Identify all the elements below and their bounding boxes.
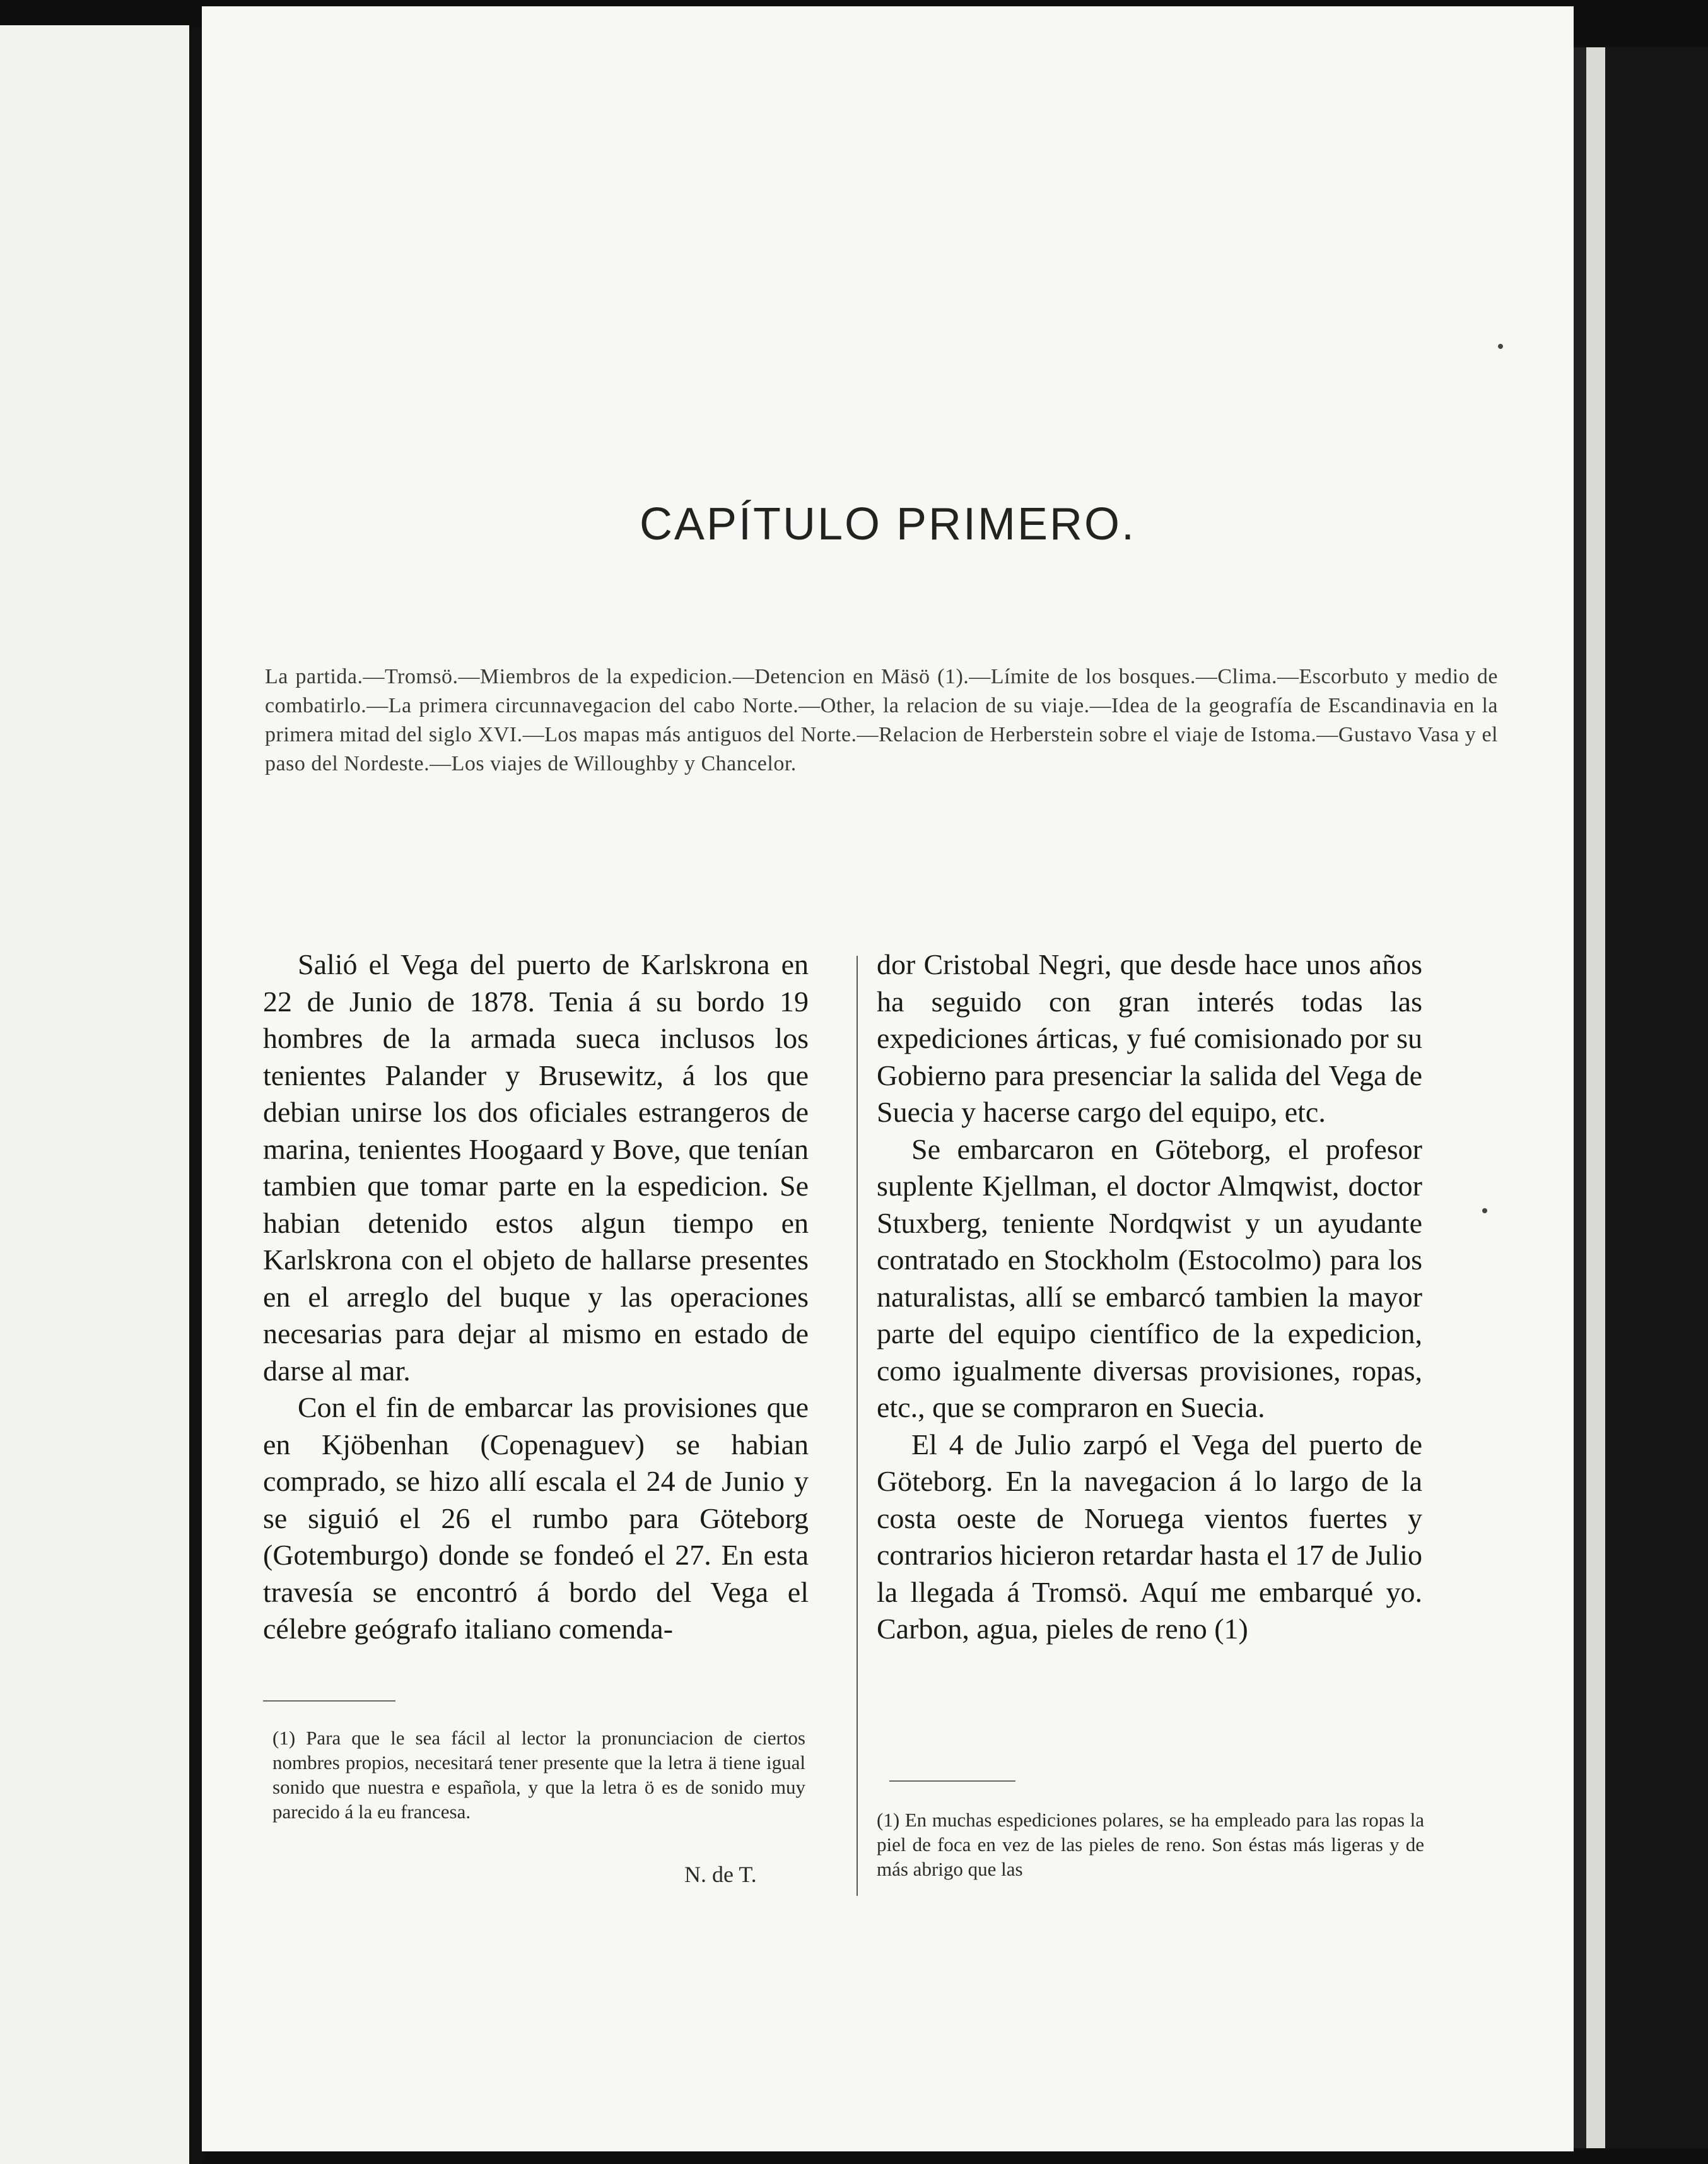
- chapter-summary: La partida.—Tromsö.—Miembros de la expedicion.—Detencion en Mäsö (1).—Límite de los bosques.—Clima.—Escorbuto y medio de combatirlo.—La primera circunnavegacion del cabo Norte.—Other, la relacion de su viaje.—Idea de la geografía de Escandinavia en la primera mitad del siglo XVI.—Los mapas más antiguos del Norte.—Relacion de Herberstein sobre el viaje de Istoma.—Gustavo Vasa y el paso del Nordeste.—Los viajes de Willoughby y Chancelor.: [265, 665, 1498, 775]
- footnote-rule: [889, 1780, 1015, 1782]
- footnote-left: (1) Para que le sea fácil al lector la pronunciacion de ciertos nombres propios, necesitará tener presente que la letra ä tiene igual sonido que nuestra e española, y que la letra ö es de sonido muy parecido á la eu francesa.: [272, 1727, 805, 1823]
- book-gutter: [189, 28, 203, 2161]
- paragraph: Se embarcaron en Göteborg, el profesor suplente Kjellman, el doctor Almqwist, doctor Stuxberg, teniente Nordqwist y un ayudante contratado en Stockholm (Estocolmo) para los naturalistas, allí se embarcó tambien la mayor parte del equipo científico de la expedicion, como igualmente diversas provisiones, ropas, etc., que se compraron en Suecia.: [877, 1132, 1422, 1423]
- right-text-column: [877, 946, 1422, 1648]
- print-speck: [1498, 344, 1503, 349]
- footnote-rule: [263, 1700, 395, 1702]
- paragraph: dor Cristobal Negri, que desde hace unos años ha seguido con gran interés todas las expediciones árticas, y fué comisionado por su Gobierno para presenciar la salida del Vega de Suecia y hacerse cargo del equipo, etc.: [877, 948, 1422, 1128]
- next-page-edge: [1586, 47, 1605, 2148]
- book-page: [202, 6, 1574, 2151]
- facing-page-edge: [0, 25, 189, 2164]
- print-speck: [1482, 1208, 1487, 1213]
- column-divider: [857, 956, 858, 1896]
- left-text-column: [263, 946, 809, 1648]
- paragraph: Con el fin de embarcar las provisiones que en Kjöbenhan (Copenaguev) se habian comprado, se hizo allí escala el 24 de Junio y se siguió el 26 el rumbo para Göteborg (Gotemburgo) donde se fondeó el 27. En esta travesía se encontró á bordo del Vega el célebre geógrafo italiano comenda-: [263, 1391, 809, 1645]
- paragraph: El 4 de Julio zarpó el Vega del puerto de Göteborg. En la navegacion á lo largo de la costa oeste de Noruega vientos fuertes y contrarios hicieron retardar hasta el 17 de Julio la llegada á Tromsö. Aquí me embarqué yo. Carbon, agua, pieles de reno (1): [877, 1428, 1422, 1645]
- page-edge: [1574, 47, 1586, 2148]
- translator-note-signature: N. de T.: [684, 1862, 757, 1887]
- footnote-right: (1) En muchas espediciones polares, se ha empleado para las ropas la piel de foca en vez de las pieles de reno. Son éstas más ligeras y de más abrigo que las: [877, 1809, 1424, 1880]
- chapter-title: CAPÍTULO PRIMERO.: [639, 499, 1137, 550]
- paragraph: Salió el Vega del puerto de Karlskrona en 22 de Junio de 1878. Tenia á su bordo 19 hombres de la armada sueca inclusos los tenientes Palander y Brusewitz, á los que debian unirse los dos oficiales estrangeros de marina, tenientes Hoogaard y Bove, que tenían tambien que tomar parte en la espedicion. Se habian detenido estos algun tiempo en Karlskrona con el objeto de hallarse presentes en el arreglo del buque y las operaciones necesarias para dejar al mismo en estado de darse al mar.: [263, 948, 809, 1387]
